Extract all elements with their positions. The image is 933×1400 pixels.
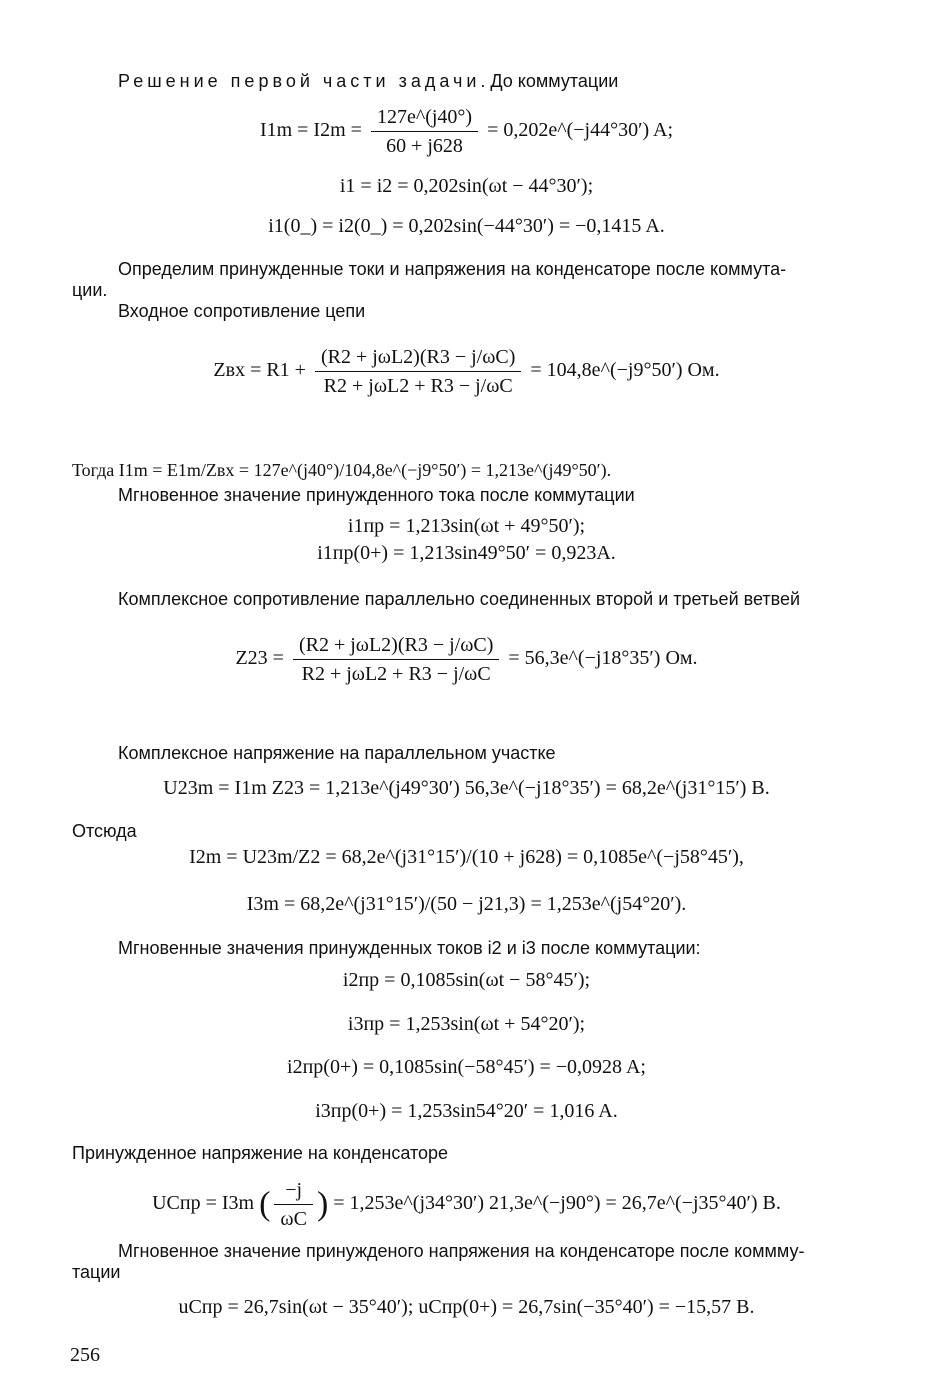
eq15-lhs: UCпр = I3m bbox=[152, 1192, 255, 1215]
heading-rest-text: . До коммутации bbox=[480, 71, 619, 91]
equation-3: i1(0_) = i2(0_) = 0,202sin(−44°30′) = −0,1415 A. bbox=[268, 215, 665, 237]
equation-4 bbox=[0, 345, 933, 398]
paragraph-7: Отсюда bbox=[72, 821, 137, 841]
eq7-rhs: = 56,3e^(−j18°35′) Ом. bbox=[508, 647, 698, 670]
eq4-rhs: = 104,8e^(−j9°50′) Ом. bbox=[530, 359, 720, 382]
eq7-numerator: (R2 + jωL2)(R3 − j/ωC) bbox=[293, 633, 499, 660]
eq7-lhs: Z23 = bbox=[235, 647, 284, 670]
eq15-numerator: −j bbox=[274, 1178, 313, 1205]
paragraph-5: Комплексное сопротивление параллельно соединенных второй и третьей ветвей bbox=[118, 589, 801, 609]
eq7-denominator: R2 + jωL2 + R3 − j/ωC bbox=[301, 663, 491, 685]
eq7-fraction bbox=[293, 633, 499, 686]
paragraph-3: Тогда I1m = E1m/Zвх = 127e^(j40°)/104,8e^(−j9°50′) = 1,213e^(j49°50′). bbox=[72, 460, 612, 480]
eq1-numerator: 127e^(j40°) bbox=[371, 105, 478, 132]
equation-1 bbox=[0, 105, 933, 158]
eq4-lhs: Zвх = R1 + bbox=[213, 359, 306, 382]
paragraph-9: Принужденное напряжение на конденсаторе bbox=[72, 1143, 449, 1163]
heading-spaced-text: Решение первой части задачи bbox=[118, 71, 481, 91]
equation-14: i3пр(0+) = 1,253sin54°20′ = 1,016 A. bbox=[315, 1100, 618, 1122]
eq4-numerator: (R2 + jωL2)(R3 − j/ωC) bbox=[315, 345, 521, 372]
paragraph-4: Мгновенное значение принужденного тока после коммутации bbox=[118, 485, 635, 505]
equation-7 bbox=[0, 633, 933, 686]
paragraph-1-line-1: Определим принужденные токи и напряжения на конденсаторе после коммута- bbox=[118, 259, 787, 279]
equation-16: uCпр = 26,7sin(ωt − 35°40′); uCпр(0+) = 26,7sin(−35°40′) = −15,57 B. bbox=[178, 1296, 755, 1318]
equation-15 bbox=[0, 1178, 933, 1231]
equation-5: i1пр = 1,213sin(ωt + 49°50′); bbox=[347, 515, 586, 537]
equation-6: i1пр(0+) = 1,213sin49°50′ = 0,923A. bbox=[317, 542, 616, 564]
eq1-fraction bbox=[371, 105, 478, 158]
eq15-left-paren: ( bbox=[259, 1185, 271, 1223]
eq1-denominator: 60 + j628 bbox=[386, 135, 463, 157]
equation-12: i3пр = 1,253sin(ωt + 54°20′); bbox=[347, 1013, 586, 1035]
paragraph-2: Входное сопротивление цепи bbox=[118, 301, 366, 321]
eq15-fraction bbox=[274, 1178, 313, 1231]
equation-10: I3m = 68,2e^(j31°15′)/(50 − j21,3) = 1,253e^(j54°20′). bbox=[246, 893, 687, 915]
eq1-lhs: I1m = I2m = bbox=[259, 119, 362, 142]
eq1-rhs: = 0,202e^(−j44°30′) A; bbox=[487, 119, 674, 142]
page-number: 256 bbox=[70, 1344, 100, 1366]
paragraph-6: Комплексное напряжение на параллельном участке bbox=[118, 743, 556, 763]
eq15-right-paren: ) bbox=[316, 1185, 329, 1223]
eq4-fraction bbox=[315, 345, 521, 398]
eq4-denominator: R2 + jωL2 + R3 − j/ωC bbox=[323, 375, 513, 397]
section-heading bbox=[118, 70, 618, 92]
equation-8: U23m = I1m Z23 = 1,213e^(j49°30′) 56,3e^(−j18°35′) = 68,2e^(j31°15′) B. bbox=[163, 777, 770, 799]
paragraph-10-line-1: Мгновенное значение принужденого напряжения на конденсаторе после коммму- bbox=[118, 1241, 805, 1261]
eq15-denominator: ωC bbox=[280, 1208, 307, 1230]
eq15-rhs: = 1,253e^(j34°30′) 21,3e^(−j90°) = 26,7e^(−j35°40′) B. bbox=[333, 1192, 781, 1215]
equation-11: i2пр = 0,1085sin(ωt − 58°45′); bbox=[342, 969, 591, 991]
paragraph-8: Мгновенные значения принужденных токов i2 и i3 после коммутации: bbox=[118, 938, 701, 958]
paragraph-10-line-2: тации bbox=[72, 1262, 121, 1282]
equation-13: i2пр(0+) = 0,1085sin(−58°45′) = −0,0928 A; bbox=[287, 1056, 646, 1078]
equation-9: I2m = U23m/Z2 = 68,2e^(j31°15′)/(10 + j628) = 0,1085e^(−j58°45′), bbox=[189, 846, 744, 868]
equation-2: i1 = i2 = 0,202sin(ωt − 44°30′); bbox=[339, 175, 594, 197]
paragraph-1-line-2: ции. bbox=[72, 280, 108, 300]
